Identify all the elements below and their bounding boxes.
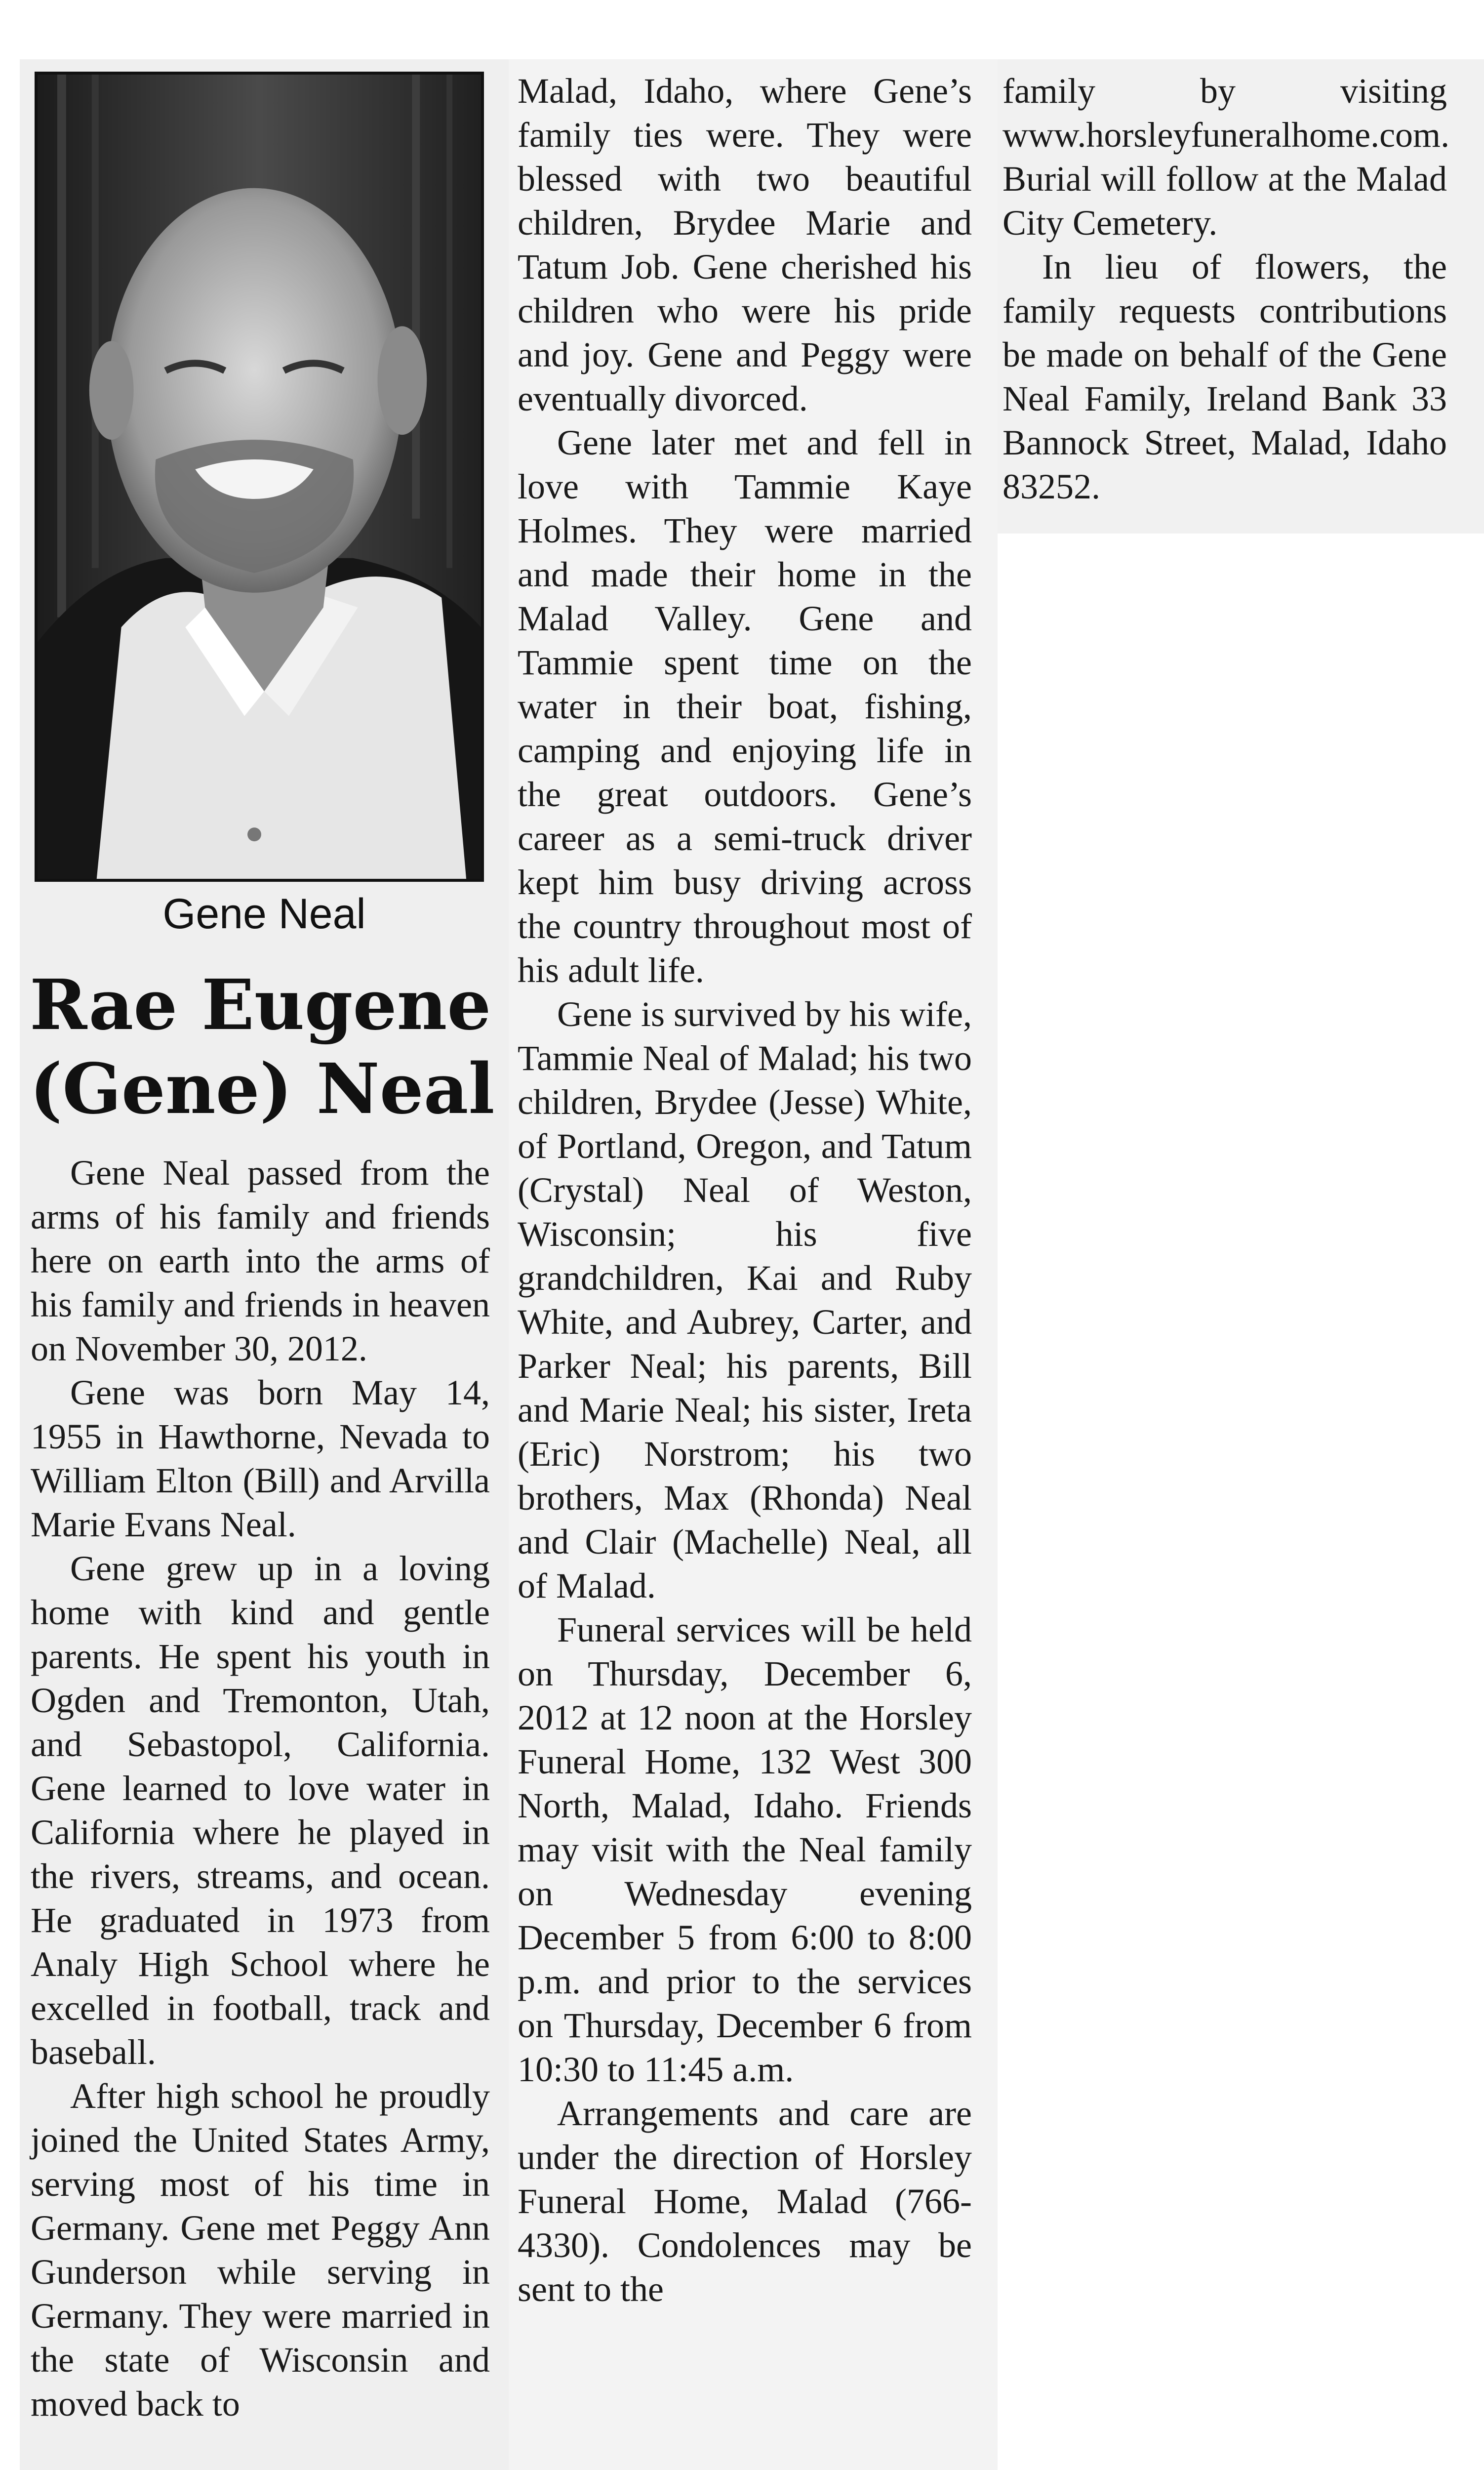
paragraph: Gene is survived by his wife, Tammie Neal of Malad; his two children, Brydee (Jesse) White, of Portland, Oregon, and Tatum (Crystal) Neal of Weston, Wisconsin; his five grandchildren, Kai and Ruby White, and Aubrey, Carter, and Parker Neal; his parents, Bill and Marie Neal; his sister, Ireta (Eric) Norstrom; his two brothers, Max (Rhonda) Neal and Clair (Machelle) Neal, all of Malad. <box>518 994 972 1606</box>
paragraph: Gene later met and fell in love with Tammie Kaye Holmes. They were married and made their home in the Malad Valley. Gene and Tammie spent time on the water in their boat, fishing, camping and enjoying life in the great outdoors. Gene’s career as a semi-truck driver kept him busy driving across the country throughout most of his adult life. <box>518 423 972 990</box>
paragraph: After high school he proudly joined the United States Army, serving most of his time in Germany. Gene met Peggy Ann Gunderson while serving in Germany. They were married in the state of Wisconsin and moved back to <box>31 2076 490 2424</box>
text-column-1 <box>31 1151 490 2426</box>
photo-caption: Gene Neal <box>162 890 366 938</box>
paragraph-continuation: Malad, Idaho, where Gene’s family ties were. They were blessed with two beautiful children, Brydee Marie and Tatum Job. Gene cherished his children who were his pride and joy. Gene and Peggy were eventually divorced. <box>518 71 972 418</box>
headline-line-1: Rae Eugene <box>30 965 491 1046</box>
paragraph: Funeral services will be held on Thursday, December 6, 2012 at 12 noon at the Horsley Funeral Home, 132 West 300 North, Malad, Idaho. Friends may visit with the Neal family on Wednesday evening December 5 from 6:00 to 8:00 p.m. and prior to the services on Thursday, December 6 from 10:30 to 11:45 a.m. <box>518 1610 972 2089</box>
paragraph: Arrangements and care are under the direction of Horsley Funeral Home, Malad (766-4330). Condolences may be sent to the <box>518 2094 972 2309</box>
headline-line-2: (Gene) Neal <box>30 1049 495 1130</box>
text-column-3 <box>1003 69 1450 509</box>
paragraph: Gene was born May 14, 1955 in Hawthorne, Nevada to William Elton (Bill) and Arvilla Marie Evans Neal. <box>31 1373 490 1544</box>
paragraph: Gene Neal passed from the arms of his family and friends here on earth into the arms of his family and friends in heaven on November 30, 2012. <box>31 1153 490 1368</box>
text-column-2 <box>518 69 972 2311</box>
paragraph: Gene grew up in a loving home with kind and gentle parents. He spent his youth in Ogden and Tremonton, Utah, and Sebastopol, California. Gene learned to love water in California where he played in the rivers, streams, and ocean. He graduated in 1973 from Analy High School where he excelled in football, track and baseball. <box>31 1549 490 2072</box>
obituary-headline <box>30 963 504 1131</box>
paragraph-continuation: family by visiting www.horsleyfuneralhome.com. Burial will follow at the Malad City Cemetery. <box>1003 71 1450 243</box>
portrait-photo <box>35 72 484 882</box>
paragraph: In lieu of flowers, the family requests contributions be made on behalf of the Gene Neal Family, Ireland Bank 33 Bannock Street, Malad, Idaho 83252. <box>1003 247 1447 506</box>
